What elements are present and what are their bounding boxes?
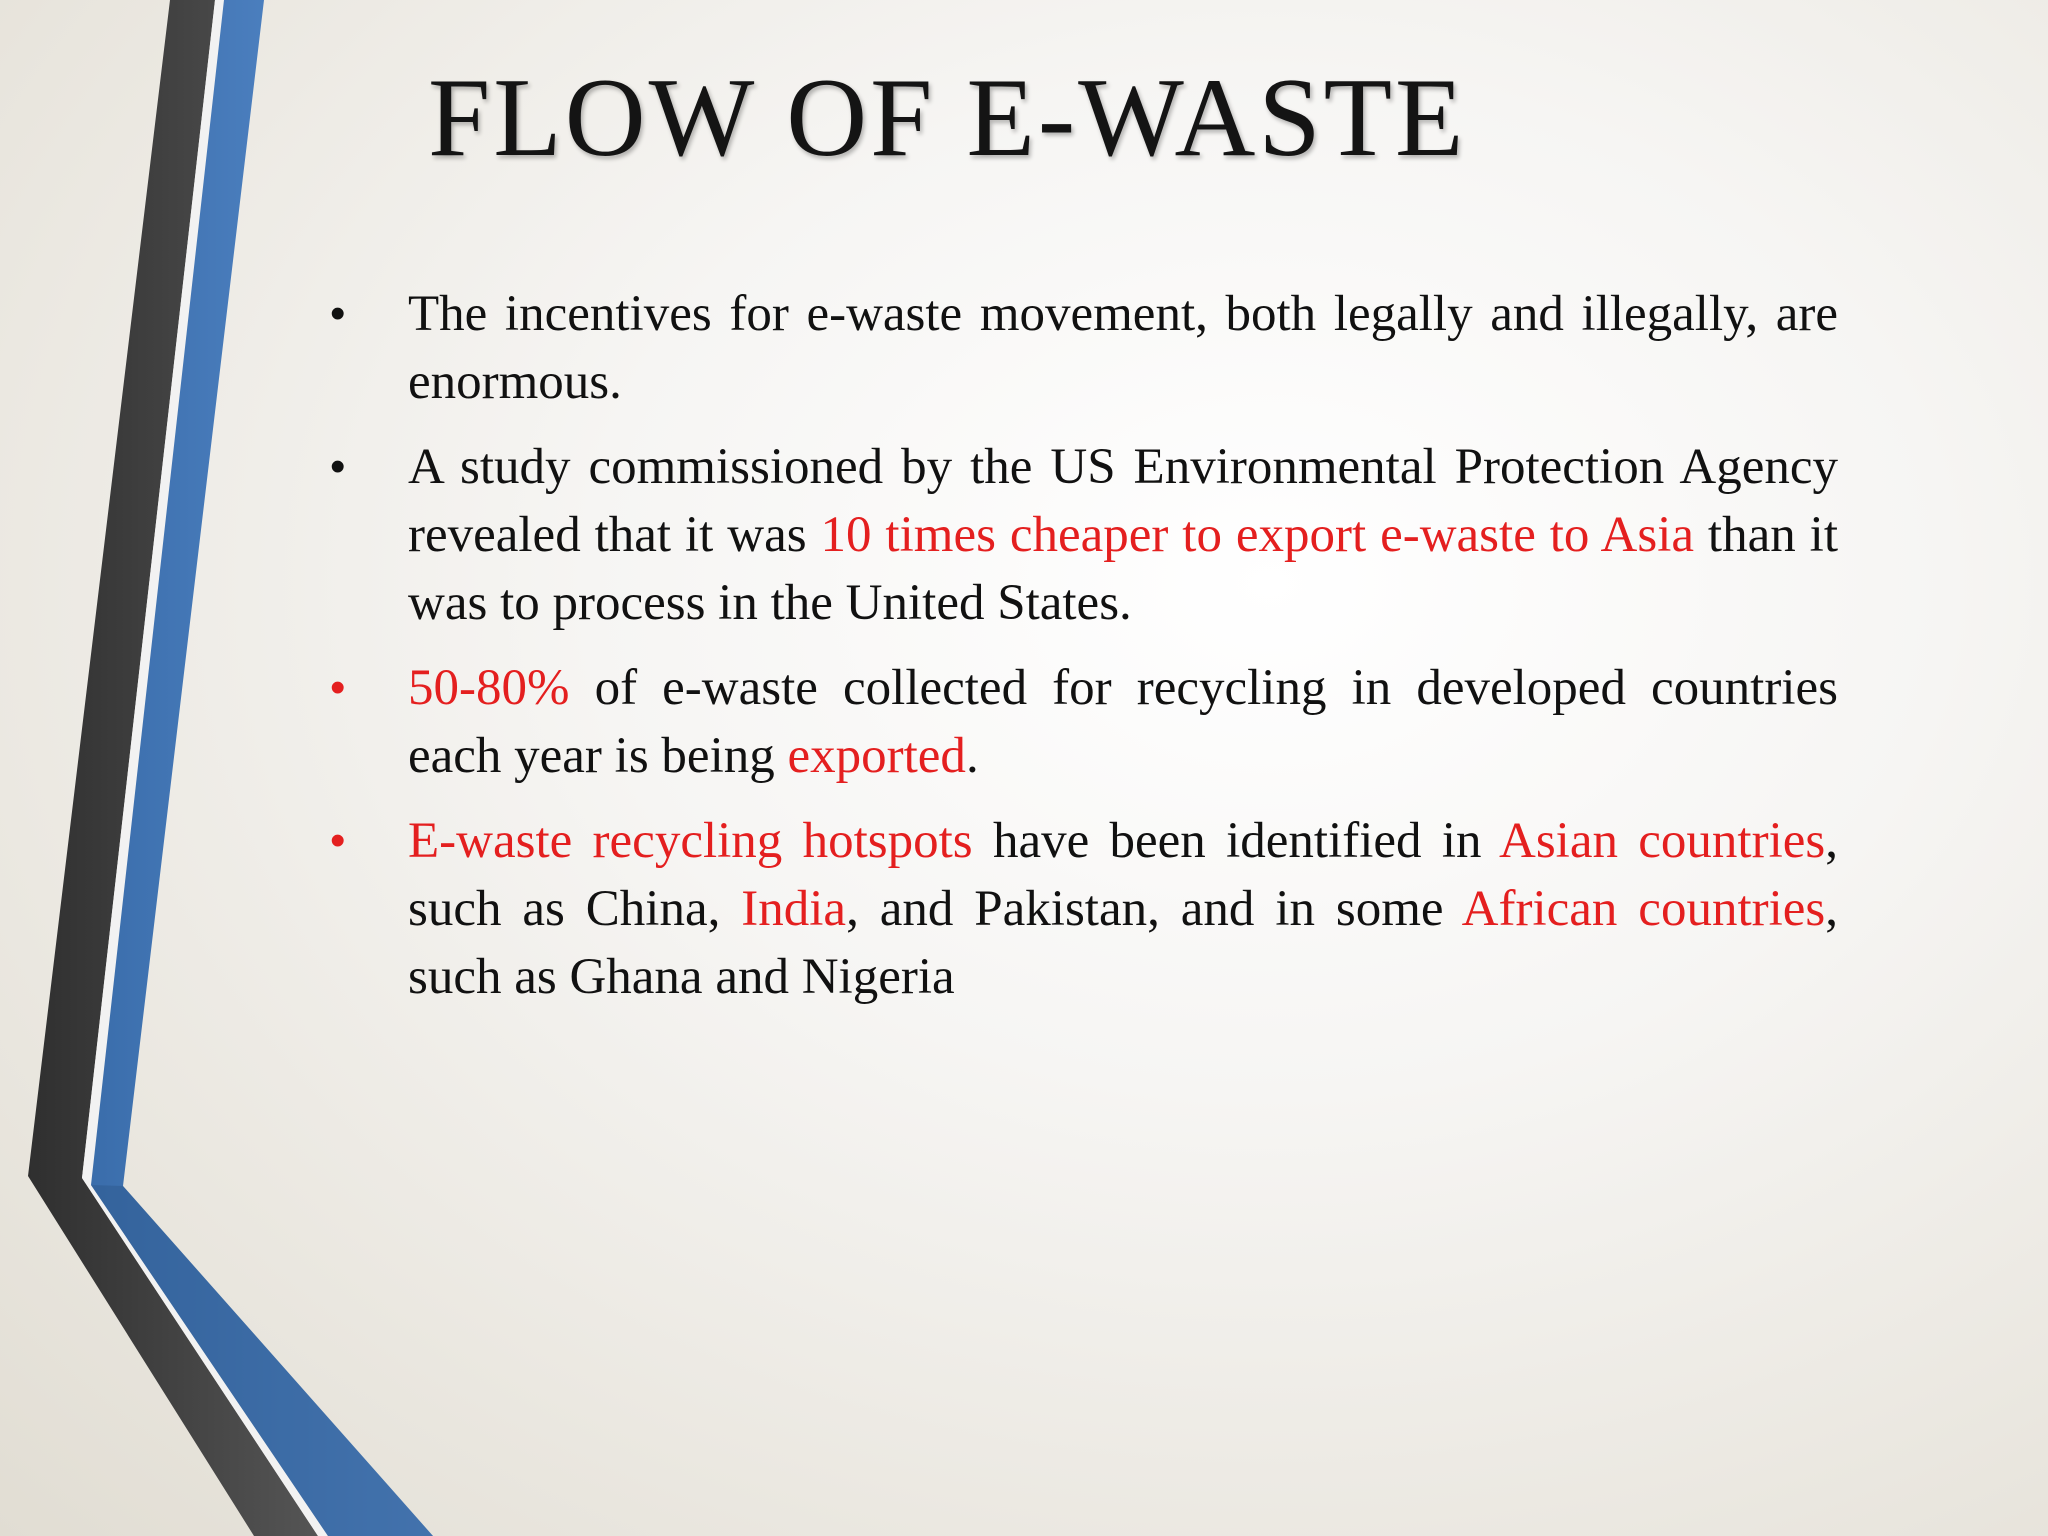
bullet-text: . xyxy=(965,728,979,784)
bullet-marker: • xyxy=(330,442,346,491)
bullet-text: than it was to process in the United States. xyxy=(408,507,1838,631)
bullet-marker: • xyxy=(330,289,346,338)
bullet-text: , such as Ghana and Nigeria xyxy=(408,881,1838,1005)
bullet-text: A study commissioned by the US Environmental Protection Agency revealed that it was xyxy=(408,439,1838,563)
bullet-item xyxy=(330,433,1838,637)
bullet-marker: • xyxy=(330,816,346,865)
highlighted-text: 50-80% xyxy=(408,660,570,716)
highlighted-text: E-waste recycling hotspots xyxy=(408,813,973,869)
highlighted-text: 10 times cheaper to export e-waste to Asia xyxy=(820,507,1695,563)
bullet-item xyxy=(330,280,1838,416)
bullet-text: , and Pakistan, and in some xyxy=(846,881,1462,937)
bullet-marker: • xyxy=(330,663,346,712)
bullet-item xyxy=(330,654,1838,790)
highlighted-text: exported xyxy=(787,728,966,784)
bullet-list xyxy=(330,280,1838,1028)
highlighted-text: African countries xyxy=(1461,881,1826,937)
bullet-text: , such as China, xyxy=(408,813,1838,937)
slide-title: FLOW OF E-WASTE xyxy=(428,56,1467,180)
bullet-text: of e-waste collected for recycling in developed countries each year is being xyxy=(408,660,1838,784)
highlighted-text: Asian countries xyxy=(1499,813,1826,869)
bullet-item xyxy=(330,807,1838,1011)
highlighted-text: India xyxy=(741,881,847,937)
bullet-text: The incentives for e-waste movement, both legally and illegally, are enormous. xyxy=(408,286,1838,410)
bullet-text: have been identified in xyxy=(972,813,1499,869)
